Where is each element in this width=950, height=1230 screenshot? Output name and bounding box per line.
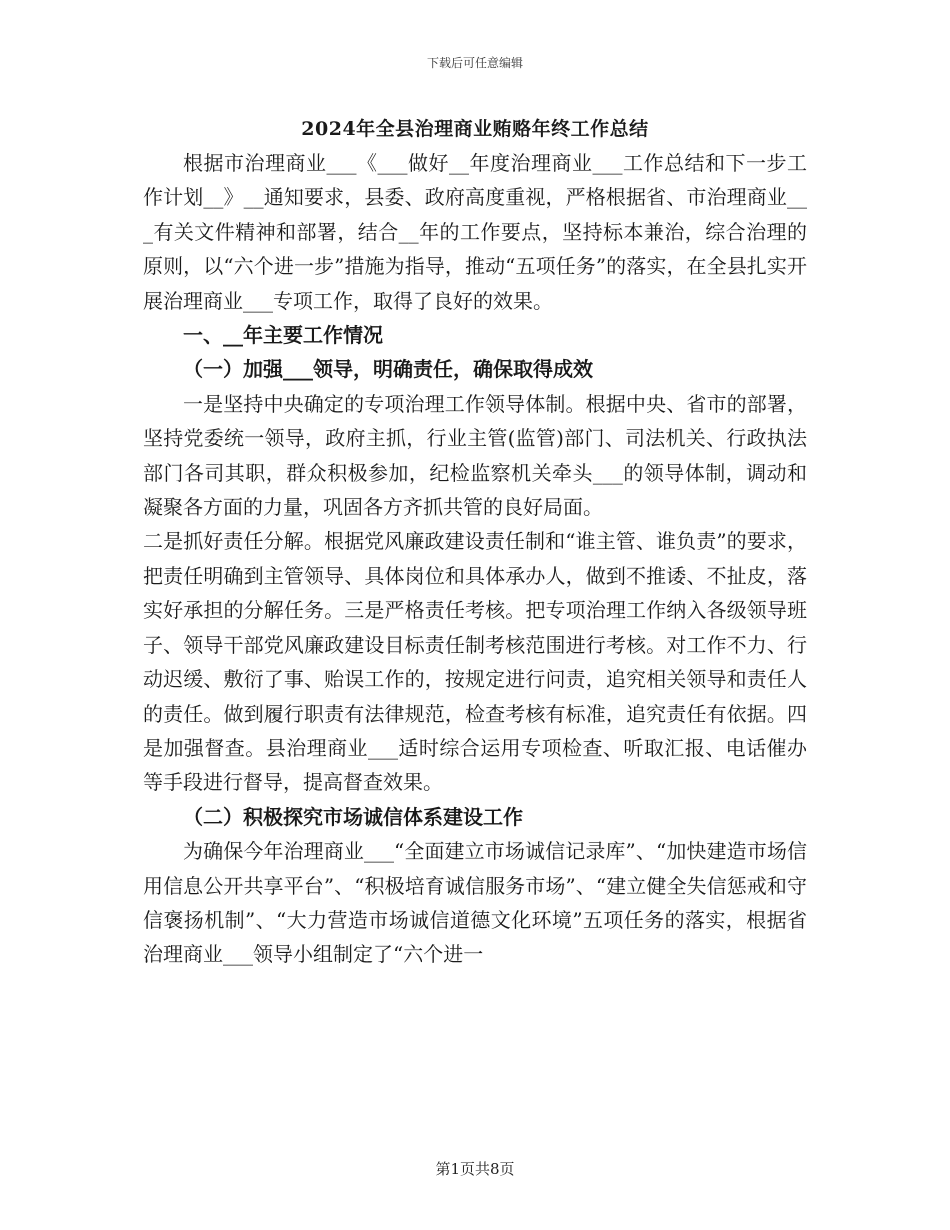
document-body <box>143 146 807 972</box>
subsection-2-paragraph: 为确保今年治理商业___“全面建立市场诚信记录库”、“加快建造市场信用信息公开共享平台”、“积极培育诚信服务市场”、“建立健全失信惩戒和守信褒扬机制”、“大力营造市场诚信道德文化环境”五项任务的落实，根据省治理商业___领导小组制定了“六个进一 <box>143 839 807 967</box>
subsection-1-paragraph-continued: 二是抓好责任分解。根据党风廉政建设责任制和“谁主管、谁负责”的要求，把责任明确到主管领导、具体岗位和具体承办人，做到不推诿、不扯皮，落实好承担的分解任务。三是严格责任考核。把专项治理工作纳入各级领导班子、领导干部党风廉政建设目标责任制考核范围进行考核。对工作不力、行动迟缓、敷衍了事、贻误工作的，按规定进行问责，追究相关领导和责任人的责任。做到履行职责有法律规范，检查考核有标准，追究责任有依据。四是加强督查。县治理商业___适时综合运用专项检查、听取汇报、电话催办等手段进行督导，提高督查效果。 <box>143 529 807 795</box>
intro-paragraph: 根据市治理商业___《___做好__年度治理商业___工作总结和下一步工作计划__》__通知要求，县委、政府高度重视，严格根据省、市治理商业___有关文件精神和部署，结合__年的工作要点，坚持标本兼治，综合治理的原则，以“六个进一步”措施为指导，推动“五项任务”的落实，在全县扎实开展治理商业___专项工作，取得了良好的效果。 <box>143 151 807 313</box>
subsection-heading-2: （二）积极探究市场诚信体系建设工作 <box>183 804 523 829</box>
subsection-1-paragraph: 一是坚持中央确定的专项治理工作领导体制。根据中央、省市的部署，坚持党委统一领导，政府主抓，行业主管(监管)部门、司法机关、行政执法部门各司其职，群众积极参加，纪检监察机关牵头___的领导体制，调动和凝聚各方面的力量，巩固各方齐抓共管的良好局面。 <box>143 391 807 520</box>
subsection-heading-1: （一）加强___领导，明确责任，确保取得成效 <box>183 357 593 382</box>
document-title: 2024年全县治理商业贿赂年终工作总结 <box>301 118 649 140</box>
section-heading-1: 一、__年主要工作情况 <box>183 323 383 348</box>
header-note: 下载后可任意编辑 <box>426 56 523 70</box>
page-footer: 第1页共8页 <box>435 1160 515 1178</box>
